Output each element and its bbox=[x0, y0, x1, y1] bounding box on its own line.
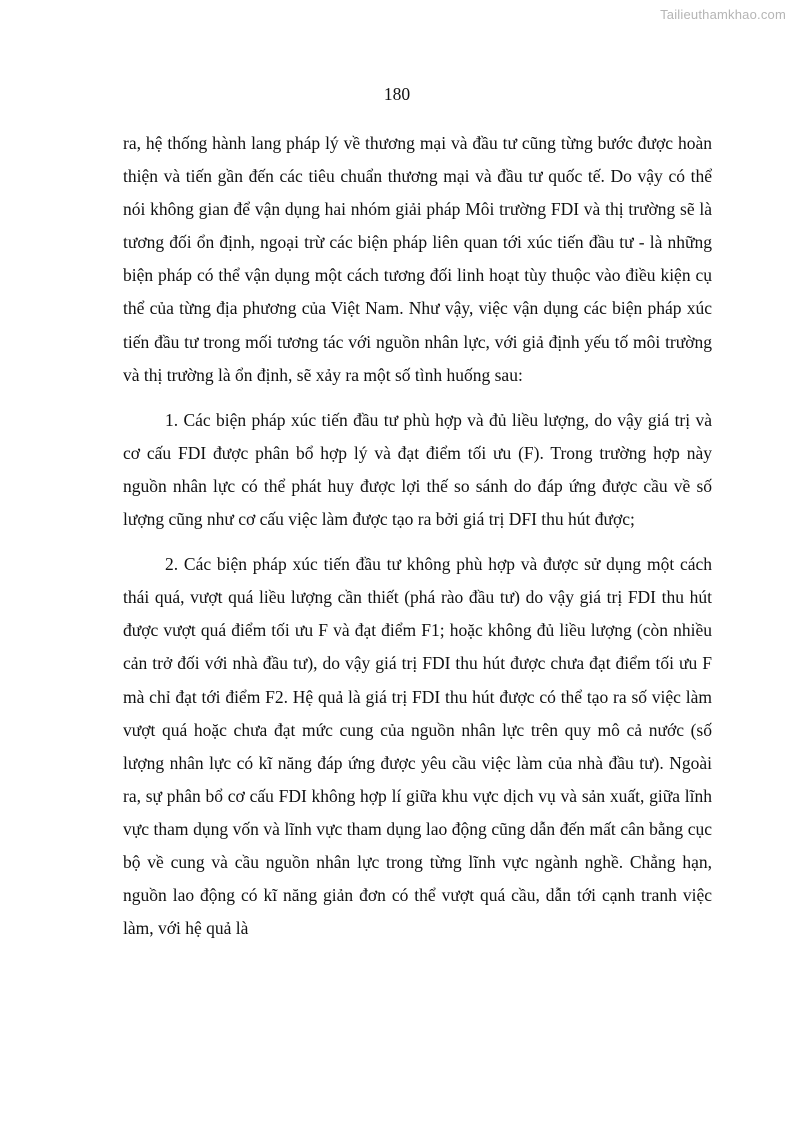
paragraph-intro: ra, hệ thống hành lang pháp lý về thương mại và đầu tư cũng từng bước được hoàn thiện và tiến gần đến các tiêu chuẩn thương mại và đầu tư quốc tế. Do vậy có thể nói không gian để vận dụng hai nhóm giải pháp Môi trường FDI và thị trường sẽ là tương đối ổn định, ngoại trừ các biện pháp liên quan tới xúc tiến đầu tư - là những biện pháp có thể vận dụng một cách tương đối linh hoạt tùy thuộc vào điều kiện cụ thể của từng địa phương của Việt Nam. Như vậy, việc vận dụng các biện pháp xúc tiến đầu tư trong mối tương tác với nguồn nhân lực, với giả định yếu tố môi trường và thị trường là ổn định, sẽ xảy ra một số tình huống sau: bbox=[123, 133, 712, 385]
page-number: 180 bbox=[383, 84, 411, 104]
watermark: Tailieuthamkhao.com bbox=[660, 7, 786, 22]
paragraph-case-2: 2. Các biện pháp xúc tiến đầu tư không phù hợp và được sử dụng một cách thái quá, vượt quá liều lượng cần thiết (phá rào đầu tư) do vậy giá trị FDI thu hút được vượt quá điểm tối ưu F và đạt điểm F1; hoặc không đủ liều lượng (còn nhiều cản trở đối với nhà đầu tư), do vậy giá trị FDI thu hút được chưa đạt điểm tối ưu F mà chỉ đạt tới điểm F2. Hệ quả là giá trị FDI thu hút được có thể tạo ra số việc làm vượt quá hoặc chưa đạt mức cung của nguồn nhân lực trên quy mô cả nước (số lượng nhân lực có kĩ năng đáp ứng được yêu cầu việc làm của nhà đầu tư). Ngoài ra, sự phân bổ cơ cấu FDI không hợp lí giữa khu vực dịch vụ và sản xuất, giữa lĩnh vực tham dụng vốn và lĩnh vực tham dụng lao động cũng dẫn đến mất cân bằng cục bộ về cung và cầu nguồn nhân lực trong từng lĩnh vực ngành nghề. Chẳng hạn, nguồn lao động có kĩ năng giản đơn có thể vượt quá cầu, dẫn tới cạnh tranh việc làm, với hệ quả là bbox=[123, 554, 712, 939]
paragraph-case-1: 1. Các biện pháp xúc tiến đầu tư phù hợp và đủ liều lượng, do vậy giá trị và cơ cấu FDI được phân bổ hợp lý và đạt điểm tối ưu (F). Trong trường hợp này nguồn nhân lực có thể phát huy được lợi thế so sánh do đáp ứng được cầu về số lượng cũng như cơ cấu việc làm được tạo ra bởi giá trị DFI thu hút được; bbox=[123, 409, 712, 530]
document-body bbox=[123, 127, 712, 957]
